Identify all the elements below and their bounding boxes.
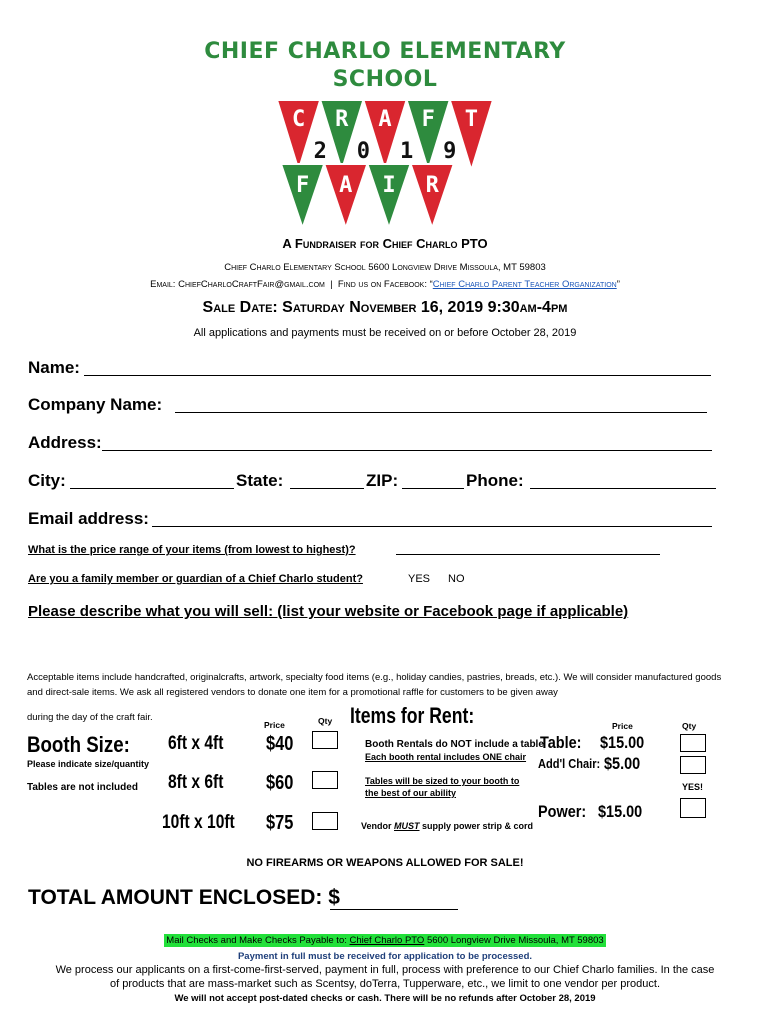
chair-rental-label: Add'l Chair:	[538, 756, 601, 771]
chair-rental-price: $5.00	[604, 754, 641, 773]
phone-label: Phone:	[466, 471, 524, 490]
company-field[interactable]	[175, 411, 707, 413]
name-label: Name:	[28, 358, 80, 377]
facebook-prefix: Find us on Facebook: “	[337, 279, 433, 290]
booth-size-subtitle: Please indicate size/quantity	[27, 759, 150, 769]
family-no-option[interactable]: NO	[448, 573, 465, 585]
tables-not-included-note: Tables are not included	[27, 782, 138, 793]
vendor-policy-text: We process our applicants on a first-come-first-served, payment in full, process with preference to our Chief Charlo families. In the case of products that are mass-market such as Scentsy, doTerra, Tupperware, etc., we limit to one vendor per product.	[55, 964, 715, 990]
year-digit: 2	[313, 139, 327, 164]
table-qty-box[interactable]	[680, 734, 706, 752]
email-field[interactable]	[152, 525, 712, 527]
booth-size-title: Booth Size:	[27, 732, 130, 757]
craft-fair-logo	[277, 100, 493, 230]
pennant-letter: I	[382, 173, 396, 198]
name-field[interactable]	[84, 374, 711, 376]
booth-qty-6x4-box[interactable]	[312, 731, 338, 749]
contact-line	[0, 279, 770, 290]
family-yes-option[interactable]: YES	[408, 573, 431, 585]
deadline-notice: All applications and payments must be received on or before October 28, 2019	[193, 327, 577, 339]
zip-field[interactable]	[402, 487, 464, 489]
booth-qty-10x10-box[interactable]	[312, 812, 338, 830]
booth-price-6x4: $40	[266, 733, 294, 755]
city-field[interactable]	[70, 487, 234, 489]
address-field[interactable]	[102, 449, 712, 451]
school-address: Chief Charlo Elementary School 5600 Longview Drive Missoula, MT 59803	[224, 262, 546, 273]
pennant-letter: C	[291, 107, 306, 132]
power-yes-label: YES!	[682, 782, 704, 792]
year-digit: 0	[356, 139, 371, 164]
sale-date: Sale Date: Saturday November 16, 2019 9:30am-4pm	[202, 299, 568, 316]
no-refund-notice: We will not accept post-dated checks or cash. There will be no refunds after October 28, 2019	[174, 993, 596, 1004]
company-label: Company Name:	[28, 395, 163, 414]
chair-qty-box[interactable]	[680, 756, 706, 774]
booth-size-8x6: 8ft x 6ft	[168, 772, 224, 793]
email-address[interactable]: ChiefCharloCraftFair@gmail.com	[178, 279, 325, 290]
zip-label: ZIP:	[366, 471, 399, 490]
booth-price-10x10: $75	[266, 812, 294, 834]
price-range-question: What is the price range of your items (from lowest to highest)?	[28, 544, 356, 556]
during-text: during the day of the craft fair.	[27, 712, 153, 723]
describe-heading: Please describe what you will sell: (list your website or Facebook page if applicable)	[28, 603, 629, 620]
facebook-suffix: ”	[616, 279, 620, 290]
power-yes-box[interactable]	[680, 798, 706, 818]
pennant-letter: R	[425, 173, 439, 198]
phone-field[interactable]	[530, 487, 716, 489]
year-digit: 1	[399, 139, 414, 164]
rent-note-no-table: Booth Rentals do NOT include a table	[365, 739, 544, 750]
pennant-letter: F	[421, 107, 435, 132]
total-amount-label: TOTAL AMOUNT ENCLOSED: $	[28, 886, 340, 909]
email-prefix: Email:	[150, 279, 179, 290]
year-digit: 9	[443, 139, 457, 164]
booth-price-header: Price	[264, 720, 285, 730]
state-field[interactable]	[290, 487, 364, 489]
no-firearms-notice: NO FIREARMS OR WEAPONS ALLOWED FOR SALE!	[246, 857, 524, 869]
email-label: Email address:	[28, 509, 149, 528]
booth-size-6x4: 6ft x 4ft	[168, 733, 224, 754]
pennant-letter: R	[335, 107, 349, 132]
power-price: $15.00	[598, 802, 643, 821]
separator: |	[330, 279, 333, 290]
school-title-line1: CHIEF CHARLO ELEMENTARY	[204, 39, 566, 64]
rent-note-one-chair: Each booth rental includes ONE chair	[365, 752, 527, 762]
vendor-power-note: Vendor MUST supply power strip & cord	[361, 821, 534, 831]
booth-qty-header: Qty	[318, 716, 333, 726]
table-rental-price: $15.00	[600, 733, 645, 752]
booth-qty-8x6-box[interactable]	[312, 771, 338, 789]
mail-checks-line: Mail Checks and Make Checks Payable to: Chief Charlo PTO 5600 Longview Drive Missoula, MT 59803	[166, 935, 604, 946]
school-title-line2: SCHOOL	[332, 67, 438, 92]
booth-price-8x6: $60	[266, 772, 294, 794]
rent-qty-header: Qty	[682, 721, 697, 731]
rent-note-table-size-1: Tables will be sized to your booth to	[365, 776, 520, 786]
city-label: City:	[28, 471, 66, 490]
table-rental-label: Table:	[540, 733, 582, 752]
family-question: Are you a family member or guardian of a Chief Charlo student?	[28, 573, 363, 585]
facebook-link[interactable]: Chief Charlo Parent Teacher Organization	[432, 279, 617, 290]
rent-price-header: Price	[612, 721, 633, 731]
pennant-letter: A	[339, 173, 353, 198]
items-for-rent-title: Items for Rent:	[350, 703, 475, 728]
acceptable-items-text: Acceptable items include handcrafted, originalcrafts, artwork, specialty food items (e.g., holiday candies, pastries, breads, etc.). We will consider manufactured goods and direct-sale items. We ask all registered vendors to donate one item for a promotional raffle for customers to be given away	[27, 672, 722, 698]
total-amount-field[interactable]	[330, 908, 458, 910]
pennant-letter: F	[295, 173, 310, 198]
price-range-field[interactable]	[396, 553, 660, 555]
address-label: Address:	[28, 433, 102, 452]
state-label: State:	[236, 471, 284, 490]
booth-size-10x10: 10ft x 10ft	[162, 812, 235, 833]
rent-note-table-size-2: the best of our ability	[365, 788, 457, 798]
power-label: Power:	[538, 802, 587, 821]
pennant-letter: T	[464, 107, 479, 132]
payment-in-full-notice: Payment in full must be received for application to be processed.	[237, 951, 533, 962]
fundraiser-line: A Fundraiser for Chief Charlo PTO	[282, 236, 488, 251]
pennant-letter: A	[378, 107, 392, 132]
